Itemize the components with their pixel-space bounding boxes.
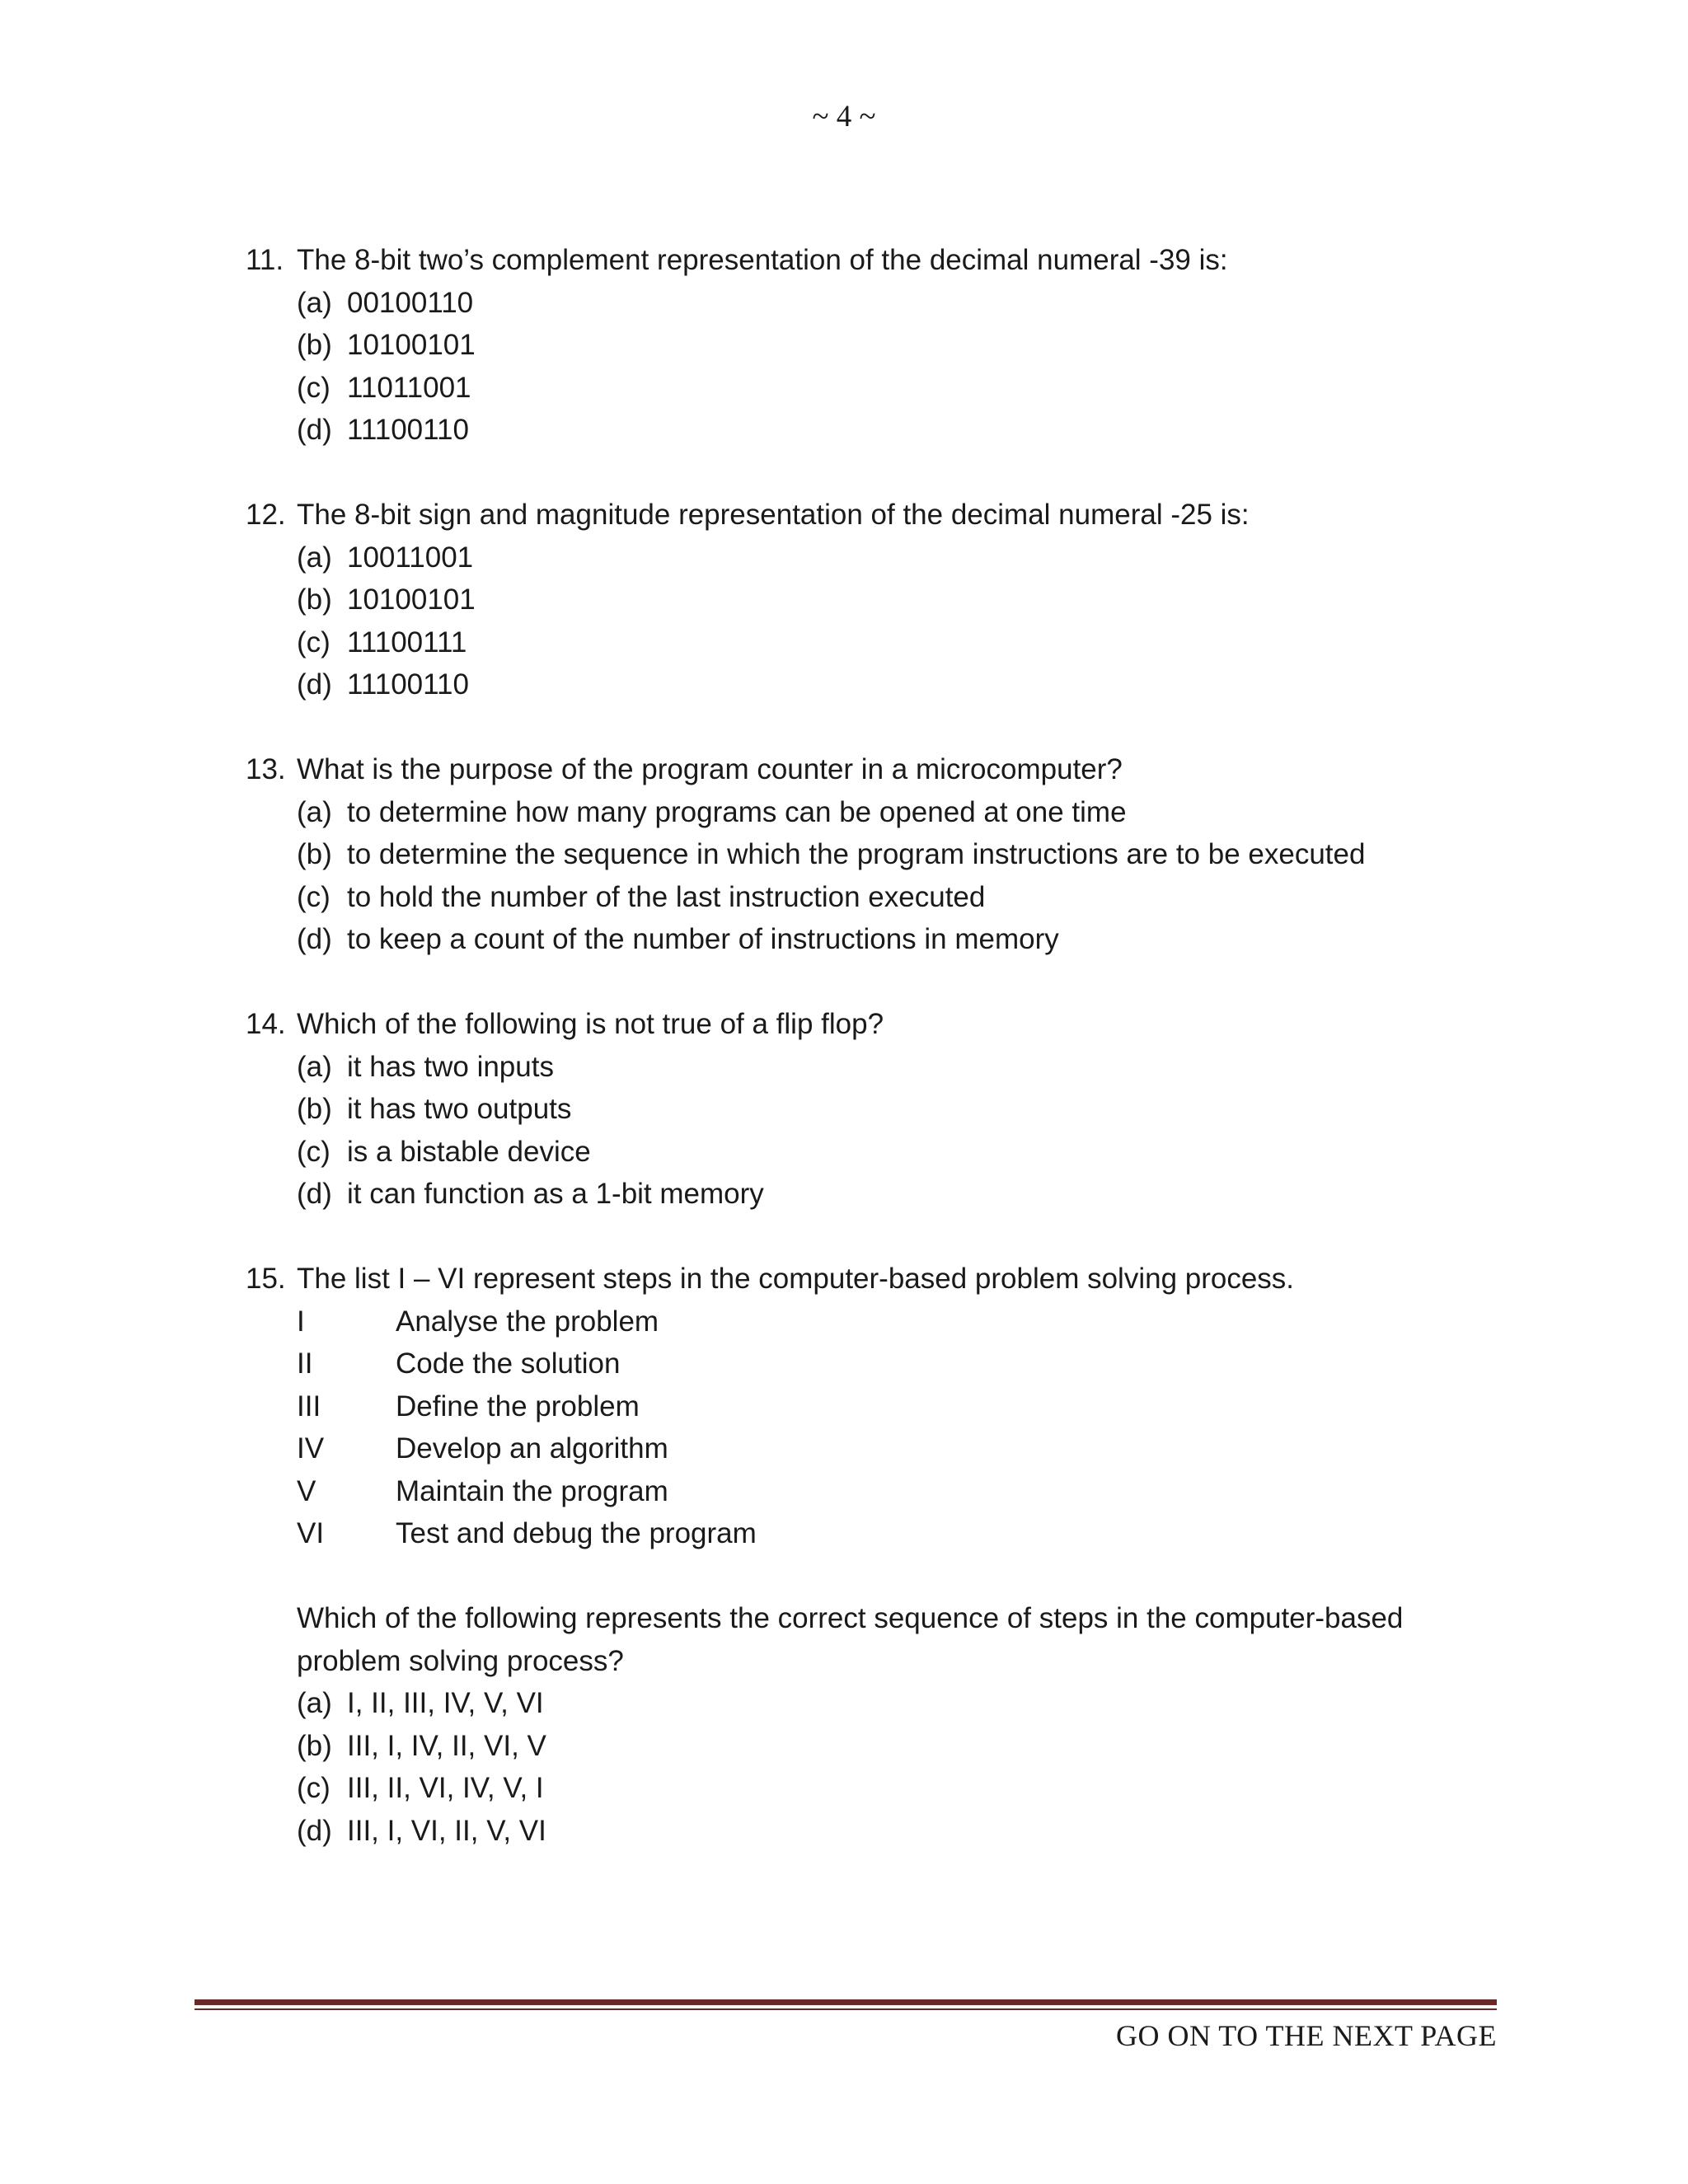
question-list — [246, 239, 1498, 1895]
option-d: (d) 11100110 — [297, 414, 469, 446]
question-15 — [246, 1258, 1498, 1852]
option-a: (a) 10011001 — [297, 541, 474, 574]
option-c: (c) III, II, VI, IV, V, I — [297, 1772, 544, 1804]
option-c: (c) 11011001 — [297, 371, 471, 404]
question-number: 13. — [246, 753, 286, 785]
option-c: (c) is a bistable device — [297, 1135, 591, 1168]
option-a: (a) 00100110 — [297, 286, 474, 319]
option-d: (d) III, I, VI, II, V, VI — [297, 1814, 546, 1847]
option-b: (b) 10100101 — [297, 329, 476, 361]
option-d: (d) it can function as a 1-bit memory — [297, 1178, 764, 1210]
question-number: 15. — [246, 1263, 286, 1295]
question-12 — [246, 494, 1498, 706]
question-stem: The list I – VI represent steps in the computer-based problem solving process. — [297, 1263, 1295, 1295]
option-c: (c) 11100111 — [297, 626, 467, 658]
option-b: (b) it has two outputs — [297, 1093, 572, 1125]
question-13 — [246, 748, 1498, 961]
step-item: V Maintain the program — [297, 1474, 668, 1507]
option-b: (b) III, I, IV, II, VI, V — [297, 1729, 546, 1762]
option-d: (d) to keep a count of the number of instructions in memory — [297, 923, 1059, 955]
footer-rule-thin — [195, 2008, 1497, 2010]
question-stem: The 8-bit sign and magnitude representation of the decimal numeral -25 is: — [297, 499, 1250, 531]
question-sub-stem: Which of the following represents the correct sequence of steps in the computer-based problem solving process? — [297, 1602, 1404, 1677]
question-11 — [246, 239, 1498, 452]
question-stem: Which of the following is not true of a flip flop? — [297, 1008, 884, 1040]
question-number: 14. — [246, 1008, 286, 1040]
question-number: 12. — [246, 499, 286, 531]
option-b: (b) to determine the sequence in which the program instructions are to be executed — [297, 838, 1366, 870]
option-d: (d) 11100110 — [297, 668, 469, 701]
question-stem: What is the purpose of the program counter in a microcomputer? — [297, 753, 1123, 785]
question-stem: The 8-bit two’s complement representation of the decimal numeral -39 is: — [297, 244, 1228, 276]
step-item: III Define the problem — [297, 1390, 640, 1422]
step-item: II Code the solution — [297, 1347, 621, 1380]
page-number: ~ 4 ~ — [812, 100, 876, 134]
option-a: (a) it has two inputs — [297, 1050, 554, 1083]
footer-next-page: GO ON TO THE NEXT PAGE — [1115, 2019, 1497, 2052]
option-a: (a) to determine how many programs can be opened at one time — [297, 795, 1127, 828]
option-a: (a) I, II, III, IV, V, VI — [297, 1687, 544, 1719]
step-item: IV Develop an algorithm — [297, 1432, 668, 1465]
question-14 — [246, 1003, 1498, 1216]
step-item: I Analyse the problem — [297, 1305, 659, 1338]
question-number: 11. — [246, 244, 284, 276]
option-b: (b) 10100101 — [297, 583, 476, 616]
option-c: (c) to hold the number of the last instruction executed — [297, 880, 986, 913]
step-item: VI Test and debug the program — [297, 1517, 757, 1549]
footer-rule-thick — [195, 1999, 1497, 2005]
